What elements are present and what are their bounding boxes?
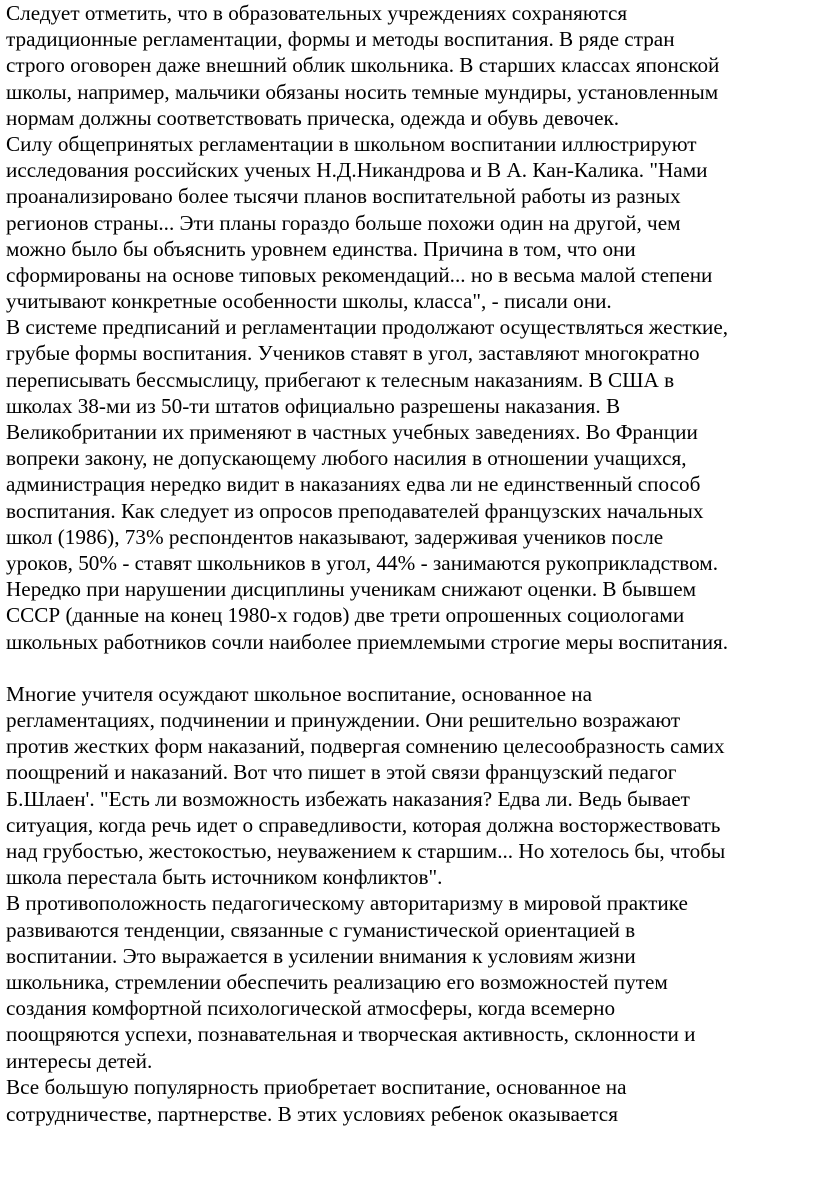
text-line: школ (1986), 73% респондентов наказывают, задерживая учеников после	[6, 524, 664, 549]
text-line: школа перестала быть источником конфликтов".	[6, 865, 443, 890]
text-line: строго оговорен даже внешний облик школьника. В старших классах японской	[6, 53, 720, 78]
text-line: Следует отметить, что в образовательных учреждениях сохраняются	[6, 1, 628, 25]
text-line: исследования российских ученых Н.Д.Никандрова и В А. Кан-Калика. "Нами	[6, 158, 708, 183]
text-line: против жестких форм наказаний, подвергая сомнению целесообразность самих	[6, 734, 725, 759]
text-line: нормам должны соответствовать прическа, одежда и обувь девочек.	[6, 105, 620, 130]
text-line: воспитании. Это выражается в усилении внимания к условиям жизни	[6, 943, 636, 968]
text-line: поощряются успехи, познавательная и творческая активность, склонности и	[6, 1022, 696, 1047]
text-line: проанализировано более тысячи планов воспитательной работы из разных	[6, 184, 681, 209]
text-line: школьника, стремлении обеспечить реализацию его возможностей путем	[6, 969, 668, 994]
text-line: Б.Шлаен'. "Есть ли возможность избежать наказания? Едва ли. Ведь бывает	[6, 786, 690, 811]
paragraph	[6, 1074, 810, 1128]
text-line: школы, например, мальчики обязаны носить темные мундиры, установленным	[6, 79, 719, 104]
text-line: переписывать бессмыслицу, прибегают к телесным наказаниям. В США в	[6, 367, 675, 392]
paragraph	[6, 0, 810, 131]
text-line: можно было бы объяснить уровнем единства. Причина в том, что они	[6, 236, 636, 261]
text-line: уроков, 50% - ставят школьников в угол, 44% - занимаются рукоприкладством.	[6, 550, 719, 575]
text-line: Великобритании их применяют в частных учебных заведениях. Во Франции	[6, 420, 698, 444]
paragraph	[6, 131, 810, 314]
text-line: учитывают конкретные особенности школы, класса", - писали они.	[6, 289, 612, 314]
text-line: В противоположность педагогическому авторитаризму в мировой практике	[6, 891, 688, 916]
text-line: воспитания. Как следует из опросов преподавателей французских начальных	[6, 498, 704, 523]
paragraph-spacer	[6, 655, 810, 681]
text-line: сформированы на основе типовых рекомендаций... но в весьма малой степени	[6, 262, 713, 287]
text-line: развиваются тенденции, связанные с гуманистической ориентацией в	[6, 917, 636, 942]
paragraph	[6, 890, 810, 1073]
text-line: интересы детей.	[6, 1048, 153, 1073]
text-line: школах 38-ми из 50-ти штатов официально разрешены наказания. В	[6, 393, 621, 418]
text-line: традиционные регламентации, формы и методы воспитания. В ряде стран	[6, 27, 675, 52]
text-line: Многие учителя осуждают школьное воспитание, основанное на	[6, 681, 593, 706]
text-line: В системе предписаний и регламентации продолжают осуществляться жесткие,	[6, 315, 729, 340]
text-line: регламентациях, подчинении и принуждении. Они решительно возражают	[6, 708, 681, 733]
text-line: ситуация, когда речь идет о справедливости, которая должна восторжествовать	[6, 812, 721, 837]
text-line: СССР (данные на конец 1980-х годов) две трети опрошенных социологами	[6, 603, 685, 628]
text-line: над грубостью, жестокостью, неуважением к старшим... Но хотелось бы, чтобы	[6, 839, 726, 863]
paragraph	[6, 314, 810, 654]
text-line: Все большую популярность приобретает воспитание, основанное на	[6, 1074, 627, 1099]
text-line: Нередко при нарушении дисциплины ученикам снижают оценки. В бывшем	[6, 577, 696, 602]
paragraph	[6, 681, 810, 891]
text-line: школьных работников сочли наиболее приемлемыми строгие меры воспитания.	[6, 629, 729, 654]
text-line: Силу общепринятых регламентации в школьном воспитании иллюстрируют	[6, 131, 697, 156]
text-line: сотрудничестве, партнерстве. В этих условиях ребенок оказывается	[6, 1101, 618, 1126]
text-line: регионов страны... Эти планы гораздо больше похожи один на другой, чем	[6, 210, 681, 235]
text-line: вопреки закону, не допускающему любого насилия в отношении учащихся,	[6, 446, 687, 471]
text-line: грубые формы воспитания. Учеников ставят в угол, заставляют многократно	[6, 341, 700, 366]
text-line: создания комфортной психологической атмосферы, когда всемерно	[6, 996, 616, 1021]
text-line: администрация нередко видит в наказаниях едва ли не единственный способ	[6, 472, 701, 497]
text-line: поощрений и наказаний. Вот что пишет в этой связи французский педагог	[6, 760, 677, 785]
